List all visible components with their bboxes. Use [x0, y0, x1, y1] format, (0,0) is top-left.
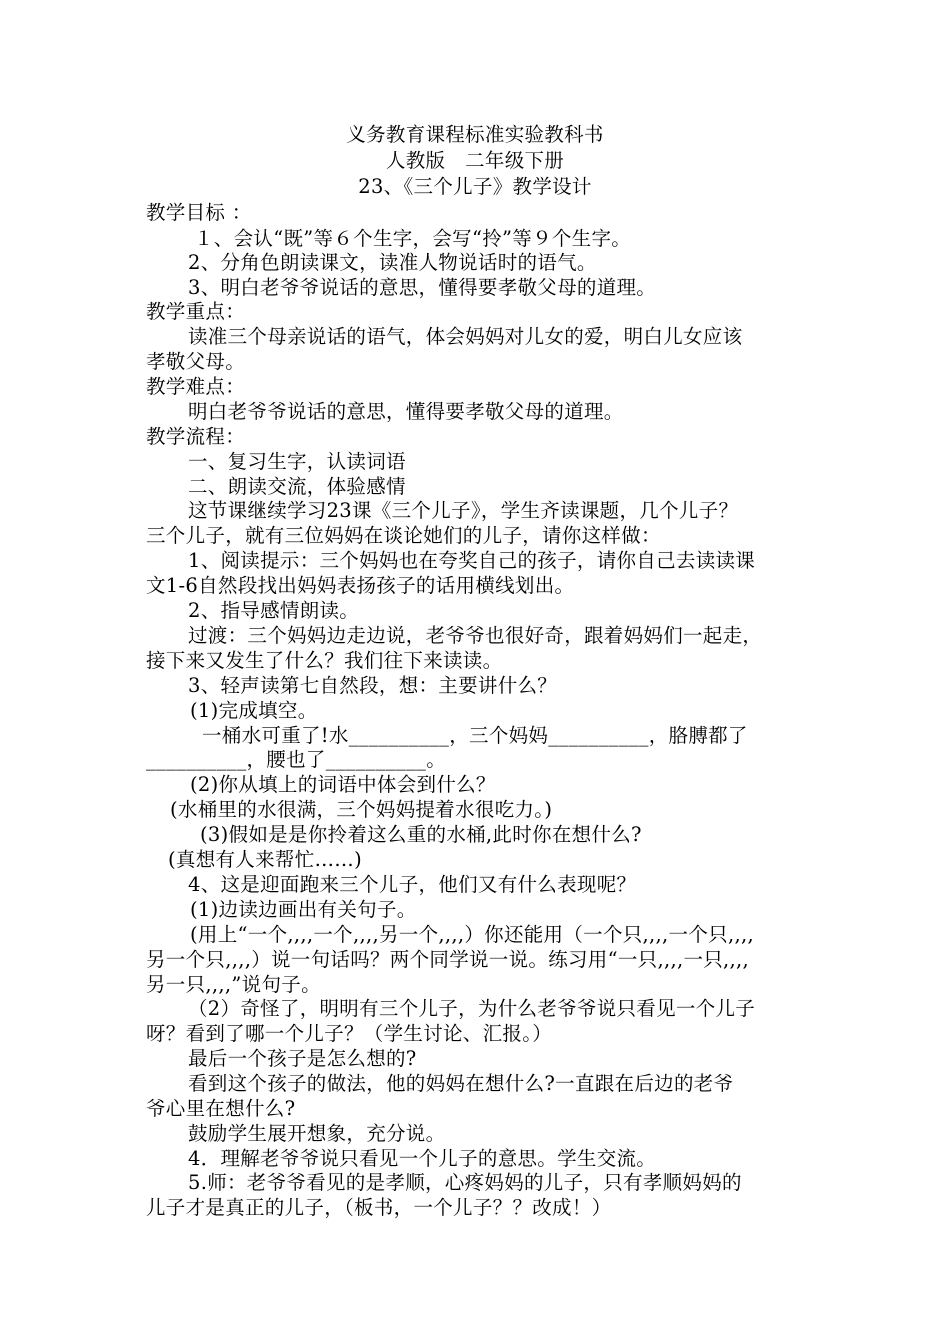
- paragraph-line: 接下来又发生了什么？我们往下来读读。: [146, 649, 503, 672]
- paragraph-line: 呀？看到了哪一个儿子？（学生讨论、汇报。）: [146, 1022, 553, 1045]
- section-heading-key-points: 教学重点：: [146, 300, 246, 323]
- paragraph-line: 看到这个孩子的做法，他的妈妈在想什么?一直跟在后边的老爷: [188, 1072, 734, 1095]
- paragraph-line: 三个儿子，就有三位妈妈在谈论她们的儿子，请你这样做：: [146, 524, 661, 547]
- paragraph-line: 文1-6自然段找出妈妈表扬孩子的话用横线划出。: [146, 574, 575, 597]
- paragraph-line: 4．理解老爷爷说只看见一个儿子的意思。学生交流。: [188, 1147, 657, 1170]
- paragraph-line: (2)你从填上的词语中体会到什么？: [190, 773, 496, 796]
- paragraph-line: 5.师：老爷爷看见的是孝顺，心疼妈妈的儿子，只有孝顺妈妈的: [188, 1171, 742, 1194]
- paragraph-line: 2、指导感情朗读。: [188, 599, 360, 622]
- goal-item-3: 3、明白老爷爷说话的意思，懂得要孝敬父母的道理。: [188, 276, 657, 299]
- section-heading-goals: 教学目标 ：: [146, 201, 252, 224]
- paragraph-line: 爷心里在想什么?: [146, 1097, 296, 1120]
- paragraph-line: (1)边读边画出有关句子。: [190, 898, 417, 921]
- fill-blank-line: 一桶水可重了!水__________，三个妈妈__________，胳膊都了: [202, 724, 748, 747]
- paragraph-line: 另一个只,,,,）说一句话吗？两个同学说一说。练习用“一只,,,,一只,,,,: [146, 948, 750, 971]
- doc-title-series: 义务教育课程标准实验教科书: [346, 123, 604, 146]
- paragraph-line: 儿子才是真正的儿子，（板书，一个儿子？？改成！）: [146, 1196, 612, 1219]
- paragraph-line: 最后一个孩子是怎么想的?: [188, 1047, 417, 1070]
- doc-title-lesson: 23、《三个儿子》教学设计: [358, 175, 592, 198]
- paragraph-line: (用上“一个,,,,一个,,,,另一个,,,,）你还能用（一个只,,,,一个只,,,,: [190, 923, 754, 946]
- process-step-2: 二、朗读交流，体验感情: [188, 475, 406, 498]
- difficulty-text: 明白老爷爷说话的意思，懂得要孝敬父母的道理。: [188, 400, 624, 423]
- paragraph-line: 4、这是迎面跑来三个儿子，他们又有什么表现呢？: [188, 873, 637, 896]
- section-heading-difficulties: 教学难点：: [146, 375, 246, 398]
- paragraph-line: 这节课继续学习23课《三个儿子》，学生齐读课题，几个儿子？: [188, 499, 739, 522]
- paragraph-line: (真想有人来帮忙……): [168, 848, 363, 871]
- key-point-text: 读准三个母亲说话的语气，体会妈妈对儿女的爱，明白儿女应该: [188, 325, 743, 348]
- paragraph-line: (3)假如是是你拎着这么重的水桶,此时你在想什么?: [200, 823, 642, 846]
- paragraph-line: 3、轻声读第七自然段，想：主要讲什么？: [188, 674, 558, 697]
- process-step-1: 一、复习生字，认读词语: [188, 450, 406, 473]
- paragraph-line: (1)完成填空。: [190, 699, 318, 722]
- fill-blank-line: __________，腰也了__________。: [146, 748, 446, 771]
- paragraph-line: 1、阅读提示：三个妈妈也在夸奖自己的孩子，请你自己去读读课: [188, 549, 756, 572]
- paragraph-line: (水桶里的水很满，三个妈妈提着水很吃力。): [170, 798, 553, 821]
- paragraph-line: （2）奇怪了，明明有三个儿子，为什么老爷爷说只看见一个儿子: [188, 997, 756, 1020]
- paragraph-line: 鼓励学生展开想象，充分说。: [188, 1122, 446, 1145]
- paragraph-line: 另一只,,,,”说句子。: [146, 973, 321, 996]
- doc-title-edition: 人教版 二年级下册: [385, 149, 565, 172]
- goal-item-1: １、会认“既”等６个生字，会写“拎”等９个生字。: [194, 227, 632, 250]
- key-point-text-cont: 孝敬父母。: [146, 350, 246, 373]
- goal-item-2: 2、分角色朗读课文，读准人物说话时的语气。: [188, 251, 597, 274]
- section-heading-process: 教学流程：: [146, 425, 246, 448]
- paragraph-line: 过渡：三个妈妈边走边说，老爷爷也很好奇，跟着妈妈们一起走，: [188, 624, 763, 647]
